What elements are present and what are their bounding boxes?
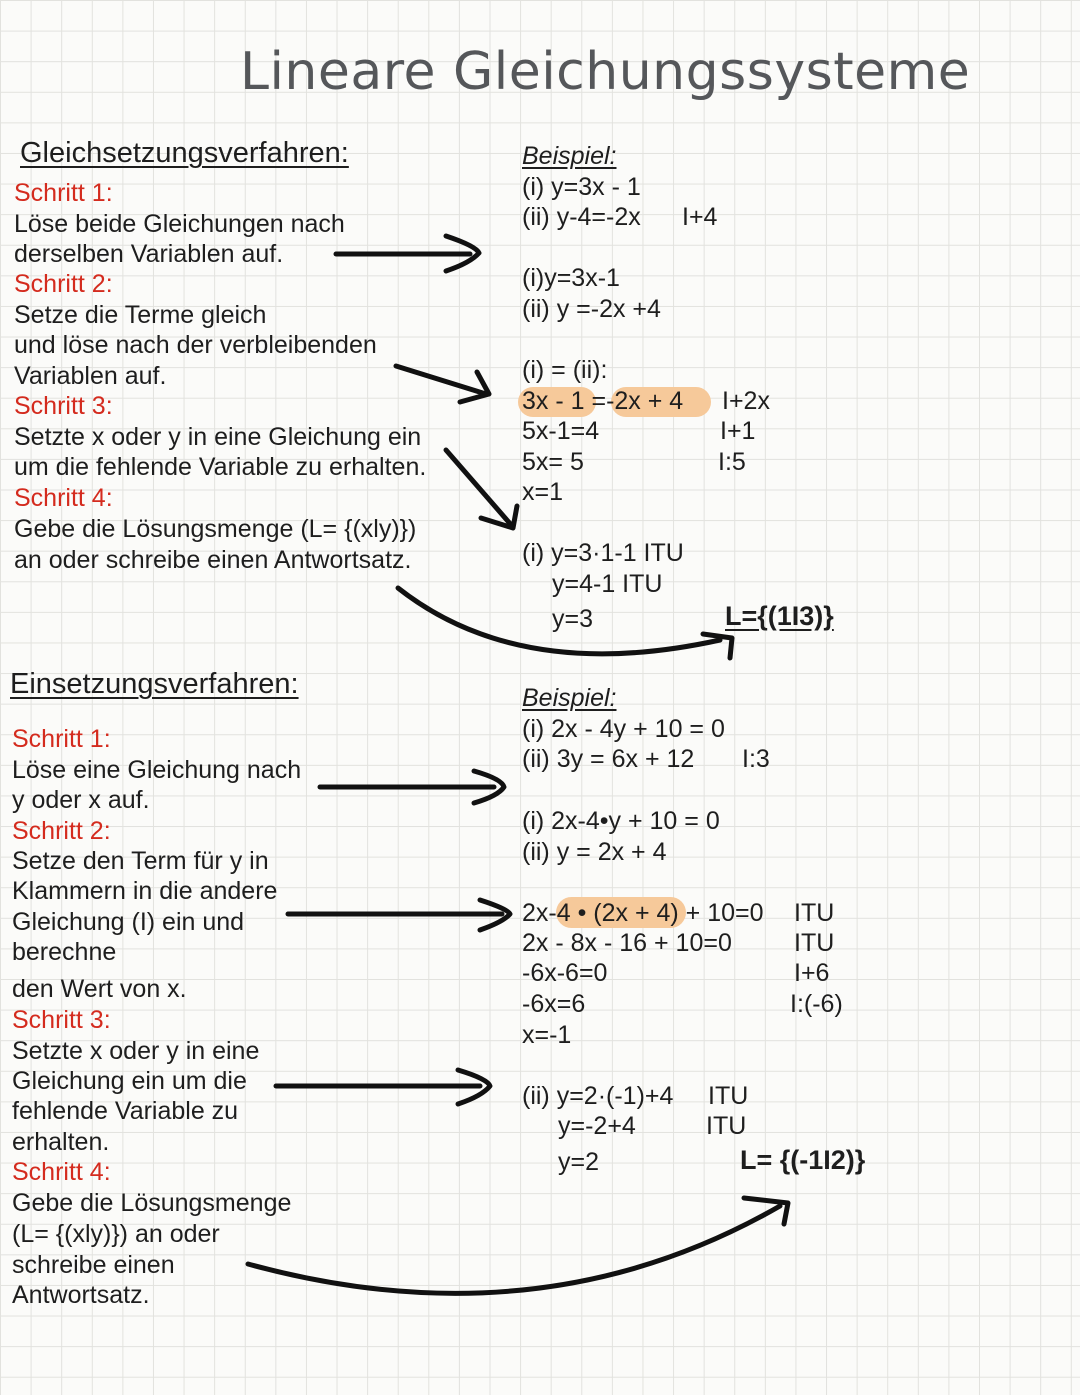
step-text: Gleichung ein um die [12,1067,247,1095]
step-text: Löse eine Gleichung nach [12,756,302,784]
arrow-right-icon [336,236,479,271]
equation: (i) 2x-4•y + 10 = 0 [522,807,720,835]
equation: (i)y=3x-1 [522,264,620,292]
step-label: Schritt 4: [12,1158,111,1186]
step-text: berechne [12,938,117,966]
step-text: Setzte x oder y in eine Gleichung ein [14,423,422,451]
equation: x=1 [522,478,564,506]
operation: ITU [794,899,835,927]
operation: I+2x [722,387,770,415]
equation: y=4-1 ITU [552,570,663,598]
step-label: Schritt 2: [12,817,111,845]
equation: (ii) 3y = 6x + 12 [522,745,695,773]
step-label: Schritt 3: [12,1006,111,1034]
step-text: Gleichung (I) ein und [12,908,245,936]
step-text: an oder schreibe einen Antwortsatz. [14,546,412,574]
equation: -6x-6=0 [522,959,608,987]
step-label: Schritt 1: [14,179,113,207]
arrow-diagonal-icon [446,450,517,528]
step-text: den Wert von x. [12,975,187,1003]
equation: x=-1 [522,1021,572,1049]
step-text: Setze den Term für y in [12,847,269,875]
equation-part: + 10=0 [678,899,764,927]
operation: ITU [708,1082,749,1110]
step-label: Schritt 2: [14,270,113,298]
step-text: y oder x auf. [12,786,150,814]
section-heading-einsetzung: Einsetzungsverfahren: [10,668,299,700]
equation: y=3 [552,605,594,633]
step-text: Gebe die Lösungsmenge (L= {(xly)}) [14,515,417,543]
equation: -6x=6 [522,990,586,1018]
arrow-right-icon [320,771,504,803]
equation: (ii) y=2·(-1)+4 [522,1082,674,1110]
solution-set: L= {(-1I2)} [740,1145,866,1175]
step-text: Setze die Terme gleich [14,301,267,329]
step-text: Variablen auf. [14,362,167,390]
section-heading-gleichsetzung: Gleichsetzungsverfahren: [20,137,349,169]
operation: I+4 [682,203,718,231]
step-text: um die fehlende Variable zu erhalten. [14,453,427,481]
equation-part: 2x-4 • (2x + 4) [522,899,679,927]
step-label: Schritt 4: [14,484,113,512]
step-text: derselben Variablen auf. [14,240,284,268]
step-text: schreibe einen [12,1251,175,1279]
arrow-right-icon [276,1070,490,1104]
equation: y=2 [558,1148,600,1176]
step-text: und löse nach der verbleibenden [14,331,377,359]
step-text: Antwortsatz. [12,1281,150,1309]
operation: ITU [706,1112,747,1140]
step-text: Setzte x oder y in eine [12,1037,260,1065]
operation: I:5 [718,448,746,476]
operation: I:(-6) [790,990,843,1018]
step-label: Schritt 1: [12,725,111,753]
operation: I+1 [720,417,756,445]
equation: 5x-1=4 [522,417,600,445]
equation: y=-2+4 [558,1112,636,1140]
equation: 5x= 5 [522,448,584,476]
step-text: fehlende Variable zu [12,1097,239,1125]
operation: I+6 [794,959,830,987]
equation: (i) 2x - 4y + 10 = 0 [522,715,725,743]
step-text: erhalten. [12,1128,110,1156]
operation: ITU [794,929,835,957]
solution-set: L={(1I3)} [725,601,834,631]
example-label: Beispiel: [522,142,617,170]
curved-arrow-icon [248,1198,788,1293]
curved-arrow-icon [398,588,732,658]
arrow-right-icon [288,900,510,930]
equation: (ii) y =-2x +4 [522,295,661,323]
equation: 3x - 1 =-2x + 4 [522,387,684,415]
equation: (i) = (ii): [522,356,608,384]
equation: (i) y=3x - 1 [522,173,641,201]
equation: (ii) y-4=-2x [522,203,641,231]
step-label: Schritt 3: [14,392,113,420]
equation: (i) y=3·1-1 ITU [522,539,684,567]
example-label: Beispiel: [522,684,617,712]
equation: (ii) y = 2x + 4 [522,838,667,866]
step-text: Klammern in die andere [12,877,278,905]
step-text: (L= {(xly)}) an oder [12,1220,220,1248]
step-text: Löse beide Gleichungen nach [14,210,345,238]
step-text: Gebe die Lösungsmenge [12,1189,292,1217]
equation: 2x - 8x - 16 + 10=0 [522,929,732,957]
arrow-diagonal-icon [396,366,489,402]
page-title: Lineare Gleichungssysteme [240,42,971,102]
operation: I:3 [742,745,770,773]
